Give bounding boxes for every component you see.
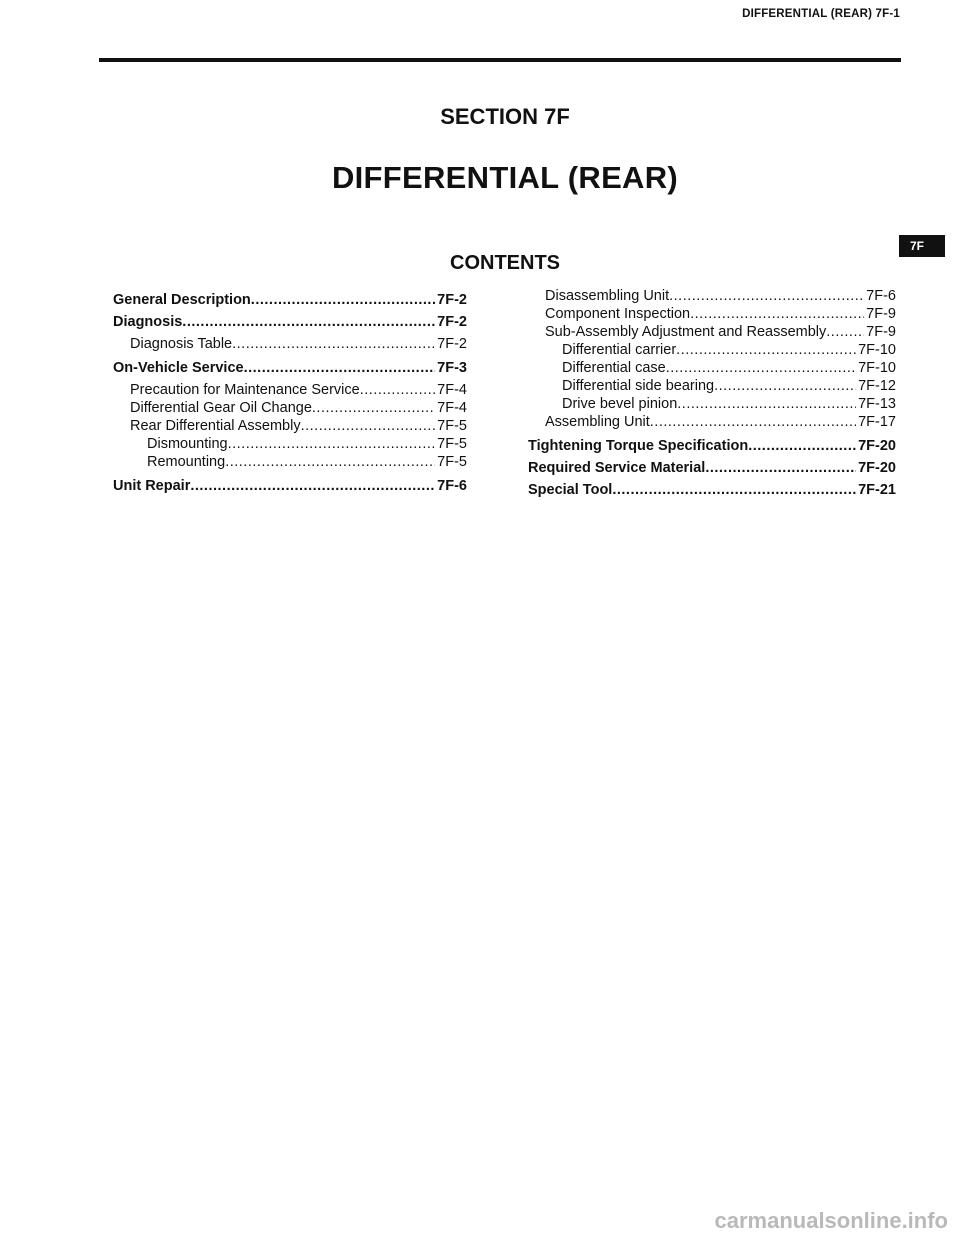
toc-leader-dots [251, 291, 435, 309]
toc-entry-differential-carrier[interactable] [528, 341, 896, 359]
toc-entry-dismounting[interactable] [113, 435, 467, 453]
toc-entry-drive-bevel-pinion[interactable] [528, 395, 896, 413]
toc-entry-page: 7F-2 [437, 314, 467, 330]
toc-leader-dots [225, 453, 435, 471]
page-title: DIFFERENTIAL (REAR) [331, 160, 679, 195]
toc-leader-dots [826, 323, 864, 341]
toc-leader-dots [714, 377, 856, 395]
toc-entry-differential-side-bearing[interactable] [528, 377, 896, 395]
toc-entry-page: 7F-2 [437, 292, 467, 308]
toc-entry-label: Component Inspection [545, 306, 691, 322]
toc-leader-dots [244, 359, 436, 377]
toc-entry-label: Differential case [562, 360, 666, 376]
toc-entry-page: 7F-9 [866, 306, 896, 322]
toc-left-column [113, 287, 467, 499]
toc-entry-page: 7F-12 [858, 378, 896, 394]
watermark: carmanualsonline.info [714, 1208, 948, 1233]
toc-entry-page: 7F-5 [437, 418, 467, 434]
toc-entry-label: Differential side bearing [562, 378, 715, 394]
toc-entry-disassembling-unit[interactable] [528, 287, 896, 305]
toc-leader-dots [228, 435, 436, 453]
toc-leader-dots [677, 395, 856, 413]
toc-entry-rear-differential-assembly[interactable] [113, 417, 467, 435]
section-label: SECTION 7F [440, 104, 570, 129]
toc-entry-page: 7F-10 [858, 342, 896, 358]
toc-entry-gear-oil-change[interactable] [113, 399, 467, 417]
contents-heading: CONTENTS [450, 252, 560, 274]
toc-leader-dots [301, 417, 436, 435]
toc-entry-page: 7F-5 [437, 436, 467, 452]
toc-entry-label: Diagnosis [113, 314, 183, 330]
toc-leader-dots [666, 359, 856, 377]
toc-leader-dots [190, 477, 435, 495]
toc-entry-page: 7F-13 [858, 396, 896, 412]
toc-entry-page: 7F-6 [437, 478, 467, 494]
toc-entry-page: 7F-6 [866, 288, 896, 304]
toc-entry-page: 7F-20 [858, 438, 896, 454]
toc-entry-label: Assembling Unit [545, 414, 650, 430]
toc-entry-label: Sub-Assembly Adjustment and Reassembly [545, 324, 827, 340]
toc-entry-diagnosis[interactable] [113, 313, 467, 331]
toc-entry-unit-repair[interactable] [113, 477, 467, 495]
toc-entry-special-tool[interactable] [528, 481, 896, 499]
toc-entry-page: 7F-4 [437, 382, 467, 398]
running-header: DIFFERENTIAL (REAR) 7F-1 [742, 8, 900, 20]
toc-leader-dots [612, 481, 856, 499]
toc-entry-label: Precaution for Maintenance Service [130, 382, 360, 398]
toc-entry-remounting[interactable] [113, 453, 467, 471]
toc-leader-dots [669, 287, 864, 305]
toc-leader-dots [650, 413, 856, 431]
toc-entry-tightening-torque[interactable] [528, 437, 896, 455]
toc-entry-diagnosis-table[interactable] [113, 335, 467, 353]
toc-entry-precaution-maintenance[interactable] [113, 381, 467, 399]
toc-leader-dots [312, 399, 435, 417]
toc-entry-page: 7F-21 [858, 482, 896, 498]
toc-entry-page: 7F-3 [437, 360, 467, 376]
toc-entry-label: Remounting [147, 454, 226, 470]
toc-entry-page: 7F-5 [437, 454, 467, 470]
toc-leader-dots [690, 305, 864, 323]
toc-entry-label: Rear Differential Assembly [130, 418, 301, 434]
toc-entry-label: Unit Repair [113, 478, 191, 494]
toc-entry-label: Differential Gear Oil Change [130, 400, 312, 416]
toc-entry-label: Special Tool [528, 482, 613, 498]
toc-entry-general-description[interactable] [113, 291, 467, 309]
section-tab-marker: 7F [899, 235, 945, 257]
toc-entry-component-inspection[interactable] [528, 305, 896, 323]
toc-entry-page: 7F-17 [858, 414, 896, 430]
toc-right-column [528, 287, 896, 503]
toc-entry-page: 7F-2 [437, 336, 467, 352]
toc-entry-label: Required Service Material [528, 460, 706, 476]
toc-entry-differential-case[interactable] [528, 359, 896, 377]
toc-entry-label: On-Vehicle Service [113, 360, 244, 376]
toc-leader-dots [182, 313, 435, 331]
toc-entry-label: Diagnosis Table [130, 336, 233, 352]
toc-entry-label: Tightening Torque Specification [528, 438, 749, 454]
toc-entry-label: Disassembling Unit [545, 288, 670, 304]
toc-leader-dots [360, 381, 435, 399]
toc-entry-page: 7F-4 [437, 400, 467, 416]
toc-leader-dots [232, 335, 435, 353]
toc-entry-on-vehicle-service[interactable] [113, 359, 467, 377]
toc-entry-required-service-material[interactable] [528, 459, 896, 477]
toc-entry-label: Differential carrier [562, 342, 677, 358]
toc-leader-dots [705, 459, 856, 477]
header-rule [99, 58, 901, 62]
toc-entry-label: Drive bevel pinion [562, 396, 678, 412]
toc-entry-page: 7F-20 [858, 460, 896, 476]
toc-entry-page: 7F-9 [866, 324, 896, 340]
toc-entry-assembling-unit[interactable] [528, 413, 896, 431]
toc-entry-sub-assembly-adjustment[interactable] [528, 323, 896, 341]
toc-entry-page: 7F-10 [858, 360, 896, 376]
toc-entry-label: Dismounting [147, 436, 228, 452]
toc-leader-dots [676, 341, 856, 359]
toc-leader-dots [748, 437, 856, 455]
toc-entry-label: General Description [113, 292, 251, 308]
